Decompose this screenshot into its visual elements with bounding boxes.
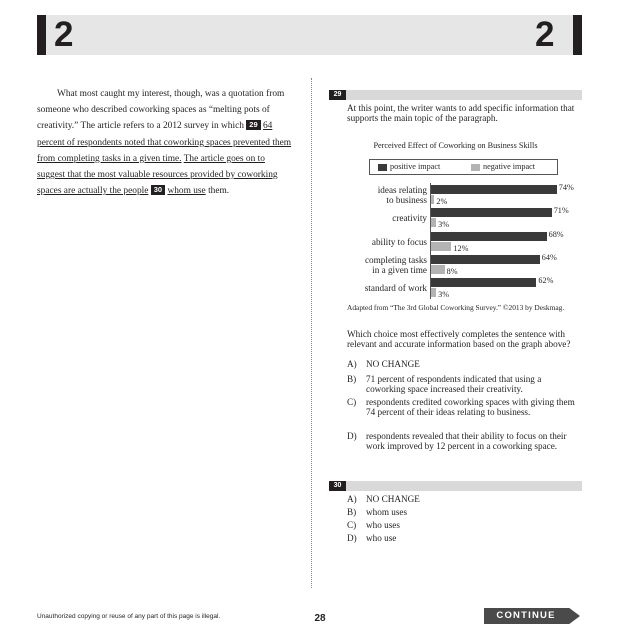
section-header-bar (37, 15, 582, 55)
choice-letter: B) (347, 374, 357, 384)
category-label: creativity (392, 213, 427, 224)
choice-letter: C) (347, 397, 357, 407)
bar-negative (431, 218, 436, 227)
category-label: ability to focus (371, 236, 427, 247)
question-30-underlined-text: whom use (167, 186, 206, 197)
choice-text: NO CHANGE (366, 359, 420, 369)
choice-letter: D) (347, 431, 357, 441)
continue-button[interactable] (484, 608, 580, 624)
choice-text: whom uses (366, 507, 408, 517)
q29-choice-b[interactable] (347, 374, 582, 394)
choice-text: 71 percent of respondents indicated that using a coworking space increased their creativity. (366, 374, 542, 394)
section-number-left: 2 (54, 15, 74, 54)
choice-text: respondents credited coworking spaces with giving them 74 percent of their ideas relating to business. (366, 397, 575, 417)
choice-letter: C) (347, 520, 357, 530)
bar-negative (431, 195, 434, 204)
bar-value-label: 64% (541, 252, 557, 262)
category-label: ideas relating to business (377, 185, 427, 205)
legend-swatch-positive (378, 164, 387, 171)
section-marker-right (573, 15, 582, 55)
bar-value-label: 12% (453, 243, 469, 253)
choice-letter: A) (347, 359, 357, 369)
bar-positive (431, 255, 540, 264)
bar-negative (431, 265, 445, 274)
category-label: completing tasks in a given time (364, 254, 427, 275)
bar-value-label: 68% (548, 229, 564, 239)
choice-letter: A) (347, 494, 357, 504)
bar-positive (431, 278, 536, 287)
q30-choice-d[interactable] (347, 533, 582, 543)
bar-positive (431, 208, 552, 217)
bar-value-label: 71% (553, 206, 569, 216)
bar-negative (431, 288, 436, 297)
bar-value-label: 3% (438, 220, 450, 230)
column-divider (311, 78, 312, 588)
bar-value-label: 2% (436, 197, 448, 206)
legend-label-positive: positive impact (390, 162, 441, 171)
copyright-notice: Unauthorized copying or reuse of any part of this page is illegal. (37, 613, 221, 620)
bar-value-label: 8% (446, 266, 458, 276)
question-29-underlined-text: 64 percent of respondents noted that coworking spaces prevented them from completing tasks in a given time. (37, 121, 292, 164)
bar-value-label: 62% (538, 276, 554, 286)
bar-positive (431, 232, 547, 241)
choice-letter: B) (347, 507, 357, 517)
passage-part-2: The article goes on to suggest that the most valuable resources provided by coworking spaces are actually the people (37, 153, 278, 197)
bar-value-label: 3% (438, 290, 450, 300)
q30-choice-c[interactable] (347, 520, 582, 530)
continue-label: CONTINUE (496, 610, 556, 621)
chart-source-note: Adapted from “The 3rd Global Coworking Survey.” ©2013 by Deskmag. (347, 303, 565, 312)
choice-text: respondents revealed that their ability to focus on their work improved by 12 percent in a coworking space. (366, 431, 567, 451)
q29-choice-a[interactable] (347, 359, 582, 369)
q29-choice-c[interactable] (347, 397, 582, 417)
choice-text: NO CHANGE (366, 494, 420, 504)
passage-part-1: What most caught my interest, though, was a quotation from someone who described coworking spaces as “melting pots of creativity.” The article refers to a 2012 survey in which (37, 89, 285, 132)
legend-label-negative: negative impact (483, 162, 536, 171)
chart-legend (369, 159, 558, 175)
passage-text (37, 86, 292, 199)
category-label: standard of work (364, 283, 427, 294)
question-29-stem: At this point, the writer wants to add specific information that supports the main topic of the paragraph. (347, 103, 575, 123)
q30-choice-a[interactable] (347, 494, 582, 504)
choice-text: who uses (366, 520, 400, 530)
choice-text: who use (366, 533, 397, 543)
section-number-right: 2 (535, 15, 555, 54)
question-30-header (329, 481, 582, 491)
question-30-marker[interactable]: 30 (151, 185, 165, 195)
q29-choice-d[interactable] (347, 431, 582, 451)
question-30-number: 30 (329, 481, 346, 491)
question-29-number: 29 (329, 90, 346, 100)
legend-swatch-negative (471, 164, 480, 171)
bar-value-label: 74% (558, 183, 574, 192)
choice-letter: D) (347, 533, 357, 543)
passage-part-3: them. (208, 186, 230, 197)
chart-title: Perceived Effect of Coworking on Business Skills (373, 141, 538, 150)
question-29-prompt: Which choice most effectively completes the sentence with relevant and accurate information based on the graph above? (347, 329, 571, 349)
bar-positive (431, 185, 557, 194)
bar-negative (431, 242, 451, 251)
q30-choice-b[interactable] (347, 507, 582, 517)
page-number: 28 (314, 613, 326, 624)
section-marker-left (37, 15, 46, 55)
question-29-marker[interactable]: 29 (246, 120, 260, 130)
question-29-header (329, 90, 582, 100)
